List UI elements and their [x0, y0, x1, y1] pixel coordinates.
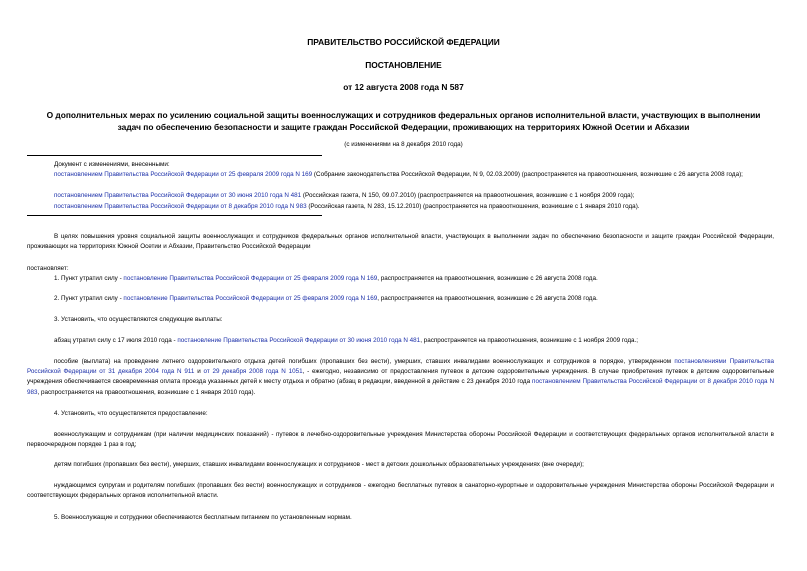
paragraph-2-text: 2. Пункт утратил силу -	[54, 295, 124, 302]
changes-item-3-link[interactable]: постановлением Правительства Российской Федерации от 8 декабря 2010 года N 983	[54, 203, 307, 210]
paragraph-3b	[27, 357, 774, 398]
changes-item-1	[27, 170, 774, 180]
paragraph-3: 3. Установить, что осуществляются следующие выплаты:	[54, 316, 223, 323]
changes-intro: Документ с изменениями, внесенными:	[54, 161, 170, 168]
paragraph-3b-link-1[interactable]: постановлениями Правительства Российской Федерации от 31 декабря 2004 года N 911	[27, 358, 774, 376]
changes-item-3-text: (Российская газета, N 283, 15.12.2010) (распространяется на правоотношения, возникшие с 1 января 2010 года).	[306, 203, 640, 210]
paragraph-1-link[interactable]: постановление Правительства Российской Федерации от 25 февраля 2009 года N 169	[123, 275, 378, 282]
paragraph-1	[54, 274, 774, 284]
paragraph-4: 4. Установить, что осуществляется предоставление:	[54, 410, 208, 417]
divider-top	[27, 155, 322, 156]
government-heading: ПРАВИТЕЛЬСТВО РОССИЙСКОЙ ФЕДЕРАЦИИ	[307, 37, 500, 47]
changes-item-3	[54, 202, 774, 212]
document-date-number: от 12 августа 2008 года N 587	[343, 82, 464, 92]
paragraph-3a-tail: , распространяется на правоотношения, возникшие с 1 ноября 2009 года.;	[420, 337, 639, 344]
document-title: О дополнительных мерах по усилению социальной защиты военнослужащих и сотрудников федеральных органов исполнительной власти, участвующих в выполнении задач по обеспечению безопасности и защите граждан Российской Федерации, проживающих на территориях Южной Осетии и Абхазии	[46, 110, 761, 132]
paragraph-3b-text-2: и	[194, 368, 204, 376]
paragraph-5: 5. Военнослужащие и сотрудники обеспечиваются бесплатным питанием по установленным нормам.	[54, 514, 352, 521]
changes-item-2-text: (Российская газета, N 150, 09.07.2010) (распространяется на правоотношения, возникшие с 1 ноября 2009 года);	[301, 192, 635, 199]
paragraph-3b-link-3[interactable]: постановлением Правительства Российской Федерации от 8 декабря 2010 года N 983	[27, 378, 775, 396]
paragraph-4b: детям погибших (пропавших без вести), умерших, ставших инвалидами военнослужащих и сотрудников - мест в детских дошкольных образовательных учреждениях (вне очереди);	[54, 461, 584, 468]
divider-bottom	[27, 215, 322, 216]
paragraph-4a: военнослужащим и сотрудникам (при наличии медицинских показаний) - путевок в лечебно-оздоровительные учреждения Министерства обороны Российской Федерации и соответствующих федеральных органов исполнительной власти в первоочередном порядке 1 раз в год;	[27, 431, 774, 449]
changes-item-2	[54, 191, 774, 201]
paragraph-3a-text: абзац утратил силу с 17 июля 2010 года -	[54, 337, 178, 344]
paragraph-3b-link-2[interactable]: от 29 декабря 2008 года N 1051	[203, 368, 303, 376]
paragraph-1-tail: , распространяется на правоотношения, возникшие с 26 августа 2008 года.	[377, 275, 598, 282]
changes-item-2-link[interactable]: постановлением Правительства Российской Федерации от 30 июня 2010 года N 481	[54, 192, 302, 199]
changes-item-1-text: (Собрание законодательства Российской Федерации, N 9, 02.03.2009) (распространяется на правоотношения, возникшие с 26 августа 2008 года);	[312, 171, 743, 178]
paragraph-2-link[interactable]: постановление Правительства Российской Федерации от 25 февраля 2009 года N 169	[123, 295, 378, 302]
edition-note: (с изменениями на 8 декабря 2010 года)	[344, 141, 463, 148]
paragraph-2	[54, 294, 774, 304]
paragraph-4c: нуждающимся супругам и родителям погибших (пропавших без вести) военнослужащих и сотрудников - ежегодно бесплатных путевок в санаторно-курортные и оздоровительные учреждения Министерства обороны Российской Федерации и соответствующих федеральных органов исполнительной власти.	[27, 482, 774, 500]
paragraph-3b-text-3: , - ежегодно, независимо от предоставления путевок в детские оздоровительные учреждения. В случае приобретения путевок в детские оздоровительные учреждения обеспечивается своевременная оплата проезда указанных детей к месту отдыха и обратно (абзац в редакции, введенной в действие с 23 декабря 2010 года	[27, 368, 774, 386]
changes-item-1-link[interactable]: постановлением Правительства Российской Федерации от 25 февраля 2009 года N 169	[54, 171, 313, 178]
decides-label: постановляет:	[27, 265, 69, 272]
document-type: ПОСТАНОВЛЕНИЕ	[365, 60, 442, 70]
paragraph-3a	[54, 336, 774, 346]
paragraph-3b-text-4: , распространяется на правоотношения, возникшие с 1 января 2010 года).	[37, 388, 256, 396]
paragraph-3a-link[interactable]: постановление Правительства Российской Федерации от 30 июня 2010 года N 481	[177, 337, 421, 344]
paragraph-3b-text-1: пособие (выплата) на проведение летнего оздоровительного отдыха детей погибших (пропавших без вести), умерших, ставших инвалидами военнослужащих и сотрудников в порядке, утвержденном	[54, 358, 675, 365]
paragraph-1-text: 1. Пункт утратил силу -	[54, 275, 124, 282]
preamble: В целях повышения уровня социальной защиты военнослужащих и сотрудников федеральных органов исполнительной власти, участвующих в выполнении задач по обеспечению безопасности и защите граждан Российской Федерации, проживающих на территориях Южной Осетии и Абхазии, Правительство Российской Федерации	[27, 233, 774, 251]
paragraph-2-tail: , распространяется на правоотношения, возникшие с 26 августа 2008 года.	[377, 295, 598, 302]
